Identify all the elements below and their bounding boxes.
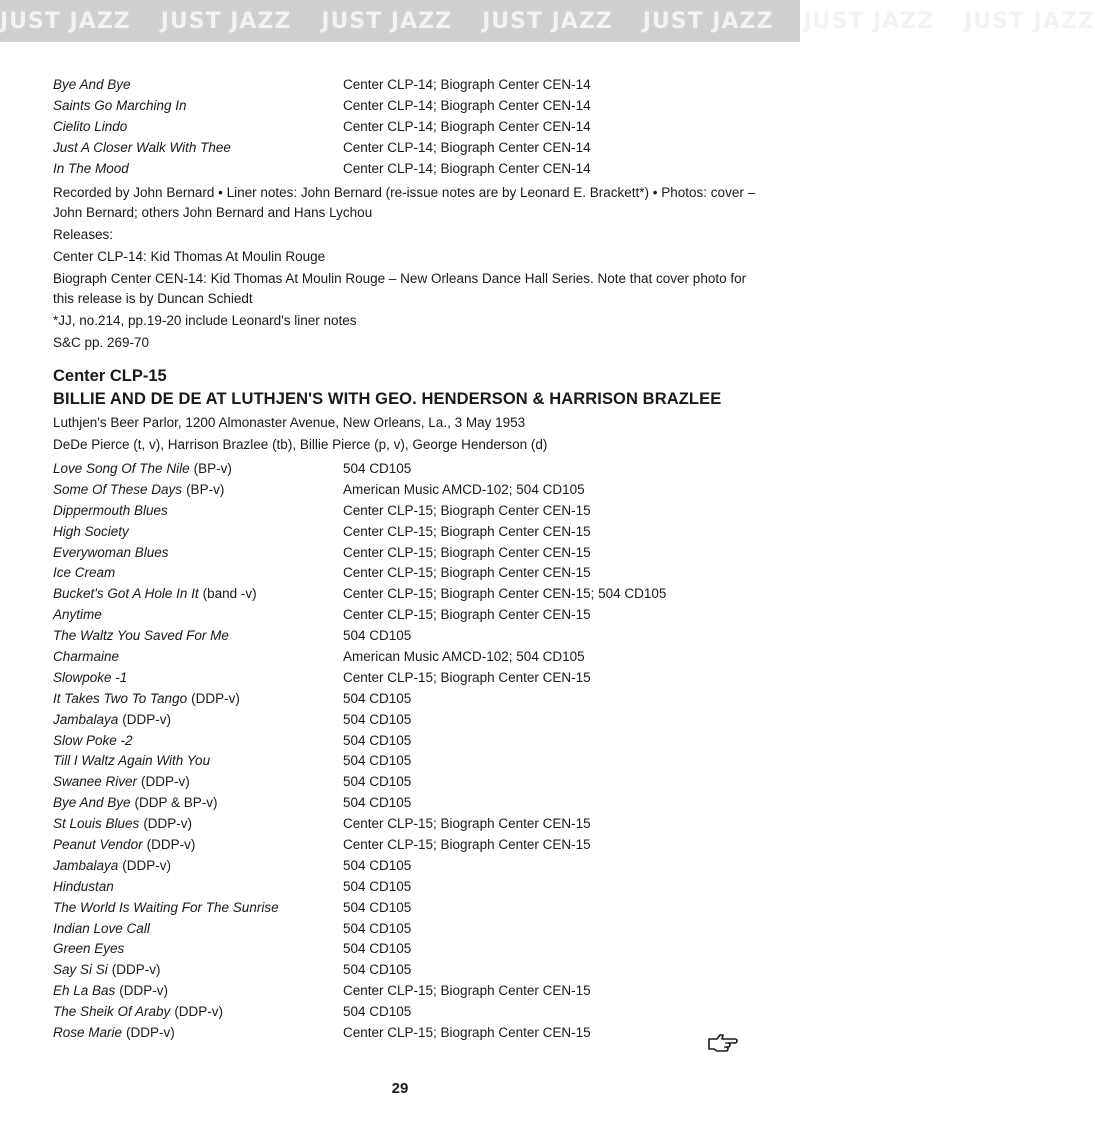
track-title: The Waltz You Saved For Me bbox=[53, 628, 229, 644]
track-title: Slow Poke -2 bbox=[53, 732, 133, 748]
track-title-cell bbox=[53, 919, 343, 940]
catalog-number: Center CLP-15; Biograph Center CEN-15 bbox=[343, 502, 591, 518]
track-row bbox=[53, 856, 765, 877]
catalog-number: 504 CD105 bbox=[343, 941, 412, 957]
catalog-number: Center CLP-15; Biograph Center CEN-15 bbox=[343, 669, 591, 685]
track-title: Hindustan bbox=[53, 878, 114, 894]
track-row bbox=[53, 793, 765, 814]
catalog-number: Center CLP-15; Biograph Center CEN-15 bbox=[343, 607, 591, 623]
track-row bbox=[53, 814, 765, 835]
track-title: Charmaine bbox=[53, 649, 120, 665]
catalog-number: Center CLP-15; Biograph Center CEN-15 bbox=[343, 816, 591, 832]
catalog-number: Center CLP-15; Biograph Center CEN-15 bbox=[343, 1025, 591, 1041]
track-row bbox=[53, 137, 765, 158]
footnote: *JJ, no.214, pp.19-20 include Leonard's liner notes bbox=[53, 313, 357, 328]
track-title-cell bbox=[53, 116, 343, 137]
track-title-cell bbox=[53, 137, 343, 158]
catalog-number: Center CLP-14; Biograph Center CEN-14 bbox=[343, 98, 591, 113]
track-title: Swanee River bbox=[53, 774, 138, 790]
banner-text: JUST JAZZ bbox=[964, 8, 1095, 34]
track-title: High Society bbox=[53, 523, 129, 539]
catalog-number: Center CLP-15; Biograph Center CEN-15 bbox=[343, 544, 591, 560]
track-title: Cielito Lindo bbox=[53, 119, 128, 134]
catalog-number: Center CLP-15; Biograph Center CEN-15 bbox=[343, 565, 591, 581]
vocal-credit: (DDP-v) bbox=[146, 837, 196, 853]
vocal-credit: (DDP-v) bbox=[122, 711, 172, 727]
catalog-number: Center CLP-14; Biograph Center CEN-14 bbox=[343, 119, 591, 134]
track-row bbox=[53, 731, 765, 752]
vocal-credit: (DDP-v) bbox=[126, 1025, 175, 1041]
track-title: Bye And Bye bbox=[53, 77, 131, 92]
reference: S&C pp. 269-70 bbox=[53, 335, 150, 350]
catalog-number: 504 CD105 bbox=[343, 1004, 412, 1020]
catalog-number: 504 CD105 bbox=[343, 962, 412, 978]
track-title: St Louis Blues bbox=[53, 816, 140, 832]
catalog-number: 504 CD105 bbox=[343, 753, 412, 769]
track-row bbox=[53, 877, 765, 898]
track-title-cell bbox=[53, 898, 343, 919]
catalog-number: Center CLP-14; Biograph Center CEN-14 bbox=[343, 77, 591, 92]
track-row bbox=[53, 772, 765, 793]
track-title-cell bbox=[53, 1002, 343, 1023]
catalog-number: Center CLP-15; Biograph Center CEN-15 bbox=[343, 523, 591, 539]
track-row bbox=[53, 95, 765, 116]
banner-text: JUST JAZZ bbox=[0, 8, 131, 34]
track-row bbox=[53, 501, 765, 522]
catalog-number: 504 CD105 bbox=[343, 920, 412, 936]
track-title-cell bbox=[53, 772, 343, 793]
track-title: Bye And Bye bbox=[53, 795, 131, 811]
track-row bbox=[53, 74, 765, 95]
track-title-cell bbox=[53, 856, 343, 877]
track-title-cell bbox=[53, 74, 343, 95]
track-row bbox=[53, 939, 765, 960]
track-title-cell bbox=[53, 605, 343, 626]
banner-text: JUST JAZZ bbox=[321, 8, 453, 34]
track-title-cell bbox=[53, 731, 343, 752]
track-title-cell bbox=[53, 793, 343, 814]
catalog-number: Center CLP-14; Biograph Center CEN-14 bbox=[343, 161, 591, 176]
track-title: Some Of These Days bbox=[53, 481, 183, 497]
track-title: Till I Waltz Again With You bbox=[53, 753, 211, 769]
vocal-credit: (DDP-v) bbox=[111, 962, 161, 978]
track-title: Just A Closer Walk With Thee bbox=[53, 140, 231, 155]
clp14-track-list bbox=[53, 74, 765, 179]
session-venue: Luthjen's Beer Parlor, 1200 Almonaster Avenue, New Orleans, La., 3 May 1953 bbox=[53, 415, 526, 430]
banner-text: JUST JAZZ bbox=[482, 8, 613, 34]
track-title-cell bbox=[53, 584, 343, 605]
main-content bbox=[53, 74, 765, 1044]
section-title: BILLIE AND DE DE AT LUTHJEN'S WITH GEO. HENDERSON & HARRISON BRAZLEE bbox=[53, 390, 722, 408]
track-title: The World Is Waiting For The Sunrise bbox=[53, 899, 279, 915]
track-title: It Takes Two To Tango bbox=[53, 690, 188, 706]
track-title-cell bbox=[53, 1023, 343, 1044]
track-row bbox=[53, 563, 765, 584]
track-title: Dippermouth Blues bbox=[53, 502, 168, 518]
track-title-cell bbox=[53, 751, 343, 772]
track-row bbox=[53, 522, 765, 543]
vocal-credit: (DDP-v) bbox=[174, 1004, 224, 1020]
track-row bbox=[53, 480, 765, 501]
track-title-cell bbox=[53, 522, 343, 543]
catalog-number: American Music AMCD-102; 504 CD105 bbox=[343, 481, 585, 497]
recording-credits: Recorded by John Bernard • Liner notes: John Bernard (re-issue notes are by Leonard E. Brackett*) • Photos: cover – John Bernard; others John Bernard and Hans Lychou bbox=[53, 185, 756, 220]
page-number: 29 bbox=[391, 1080, 409, 1097]
release-entry: Biograph Center CEN-14: Kid Thomas At Moulin Rouge – New Orleans Dance Hall Series. Note that cover photo for this release is by Duncan Schiedt bbox=[53, 271, 747, 306]
catalog-number: 504 CD105 bbox=[343, 732, 412, 748]
pointing-hand-icon bbox=[707, 1032, 739, 1054]
track-title-cell bbox=[53, 960, 343, 981]
track-title: Bucket's Got A Hole In It bbox=[53, 586, 199, 602]
track-row bbox=[53, 751, 765, 772]
track-title-cell bbox=[53, 668, 343, 689]
catalog-number: Center CLP-15; Biograph Center CEN-15 bbox=[343, 983, 591, 999]
catalog-number: American Music AMCD-102; 504 CD105 bbox=[343, 649, 585, 665]
track-title-cell bbox=[53, 939, 343, 960]
vocal-credit: (DDP-v) bbox=[122, 857, 172, 873]
catalog-number: Center CLP-15; Biograph Center CEN-15 bbox=[343, 837, 591, 853]
catalog-number: 504 CD105 bbox=[343, 774, 412, 790]
track-title-cell bbox=[53, 689, 343, 710]
catalog-number: 504 CD105 bbox=[343, 878, 412, 894]
track-row bbox=[53, 584, 765, 605]
track-title-cell bbox=[53, 95, 343, 116]
catalog-number: 504 CD105 bbox=[343, 628, 412, 644]
track-row bbox=[53, 981, 765, 1002]
vocal-credit: (DDP-v) bbox=[141, 774, 190, 790]
track-row bbox=[53, 1002, 765, 1023]
track-row bbox=[53, 158, 765, 179]
track-row bbox=[53, 898, 765, 919]
catalog-number: 504 CD105 bbox=[343, 690, 412, 706]
catalog-number: Center CLP-15; Biograph Center CEN-15; 504 CD105 bbox=[343, 586, 667, 602]
track-title-cell bbox=[53, 647, 343, 668]
track-title-cell bbox=[53, 501, 343, 522]
track-title: Jambalaya bbox=[53, 857, 119, 873]
track-title: Rose Marie bbox=[53, 1025, 123, 1041]
clp15-track-list bbox=[53, 459, 765, 1044]
track-row bbox=[53, 960, 765, 981]
track-title-cell bbox=[53, 543, 343, 564]
catalog-number: 504 CD105 bbox=[343, 857, 412, 873]
catalog-number: 504 CD105 bbox=[343, 711, 412, 727]
track-title: Everywoman Blues bbox=[53, 544, 169, 560]
track-title: Slowpoke -1 bbox=[53, 669, 128, 685]
vocal-credit: (DDP-v) bbox=[191, 690, 240, 706]
banner-text: JUST JAZZ bbox=[160, 8, 292, 34]
track-title-cell bbox=[53, 710, 343, 731]
track-title: Peanut Vendor bbox=[53, 837, 143, 853]
vocal-credit: (DDP-v) bbox=[119, 983, 169, 999]
track-row bbox=[53, 835, 765, 856]
track-title-cell bbox=[53, 835, 343, 856]
track-title-cell bbox=[53, 158, 343, 179]
track-title: The Sheik Of Araby bbox=[53, 1004, 171, 1020]
track-row bbox=[53, 1023, 765, 1044]
track-row bbox=[53, 543, 765, 564]
track-title: Ice Cream bbox=[53, 565, 116, 581]
track-row bbox=[53, 689, 765, 710]
track-title: In The Mood bbox=[53, 161, 129, 176]
track-row bbox=[53, 626, 765, 647]
track-title: Green Eyes bbox=[53, 941, 125, 957]
releases-label: Releases: bbox=[53, 227, 114, 242]
banner-text: JUST JAZZ bbox=[642, 8, 774, 34]
session-personnel: DeDe Pierce (t, v), Harrison Brazlee (tb), Billie Pierce (p, v), George Henderson (d) bbox=[53, 437, 548, 452]
vocal-credit: (DDP & BP-v) bbox=[134, 795, 218, 811]
track-title: Say Si Si bbox=[53, 962, 108, 978]
track-row bbox=[53, 710, 765, 731]
section-code: Center CLP-15 bbox=[53, 367, 167, 385]
release-entry: Center CLP-14: Kid Thomas At Moulin Rouge bbox=[53, 249, 326, 264]
vocal-credit: (BP-v) bbox=[193, 461, 232, 476]
vocal-credit: (DDP-v) bbox=[143, 816, 193, 832]
track-row bbox=[53, 647, 765, 668]
track-title: Indian Love Call bbox=[53, 920, 150, 936]
track-title-cell bbox=[53, 480, 343, 501]
track-title-cell bbox=[53, 981, 343, 1002]
track-title-cell bbox=[53, 877, 343, 898]
track-row bbox=[53, 605, 765, 626]
track-title: Anytime bbox=[53, 607, 102, 623]
catalog-number: Center CLP-14; Biograph Center CEN-14 bbox=[343, 140, 591, 155]
track-title-cell bbox=[53, 626, 343, 647]
track-title: Saints Go Marching In bbox=[53, 98, 187, 113]
track-row bbox=[53, 459, 765, 480]
track-title: Love Song Of The Nile bbox=[53, 461, 190, 476]
track-title-cell bbox=[53, 814, 343, 835]
vocal-credit: (BP-v) bbox=[186, 481, 225, 497]
track-row bbox=[53, 668, 765, 689]
catalog-number: 504 CD105 bbox=[343, 461, 412, 476]
catalog-number: 504 CD105 bbox=[343, 899, 412, 915]
track-row bbox=[53, 116, 765, 137]
banner-text: JUST JAZZ bbox=[803, 8, 935, 34]
catalog-number: 504 CD105 bbox=[343, 795, 412, 811]
vocal-credit: (band -v) bbox=[202, 586, 257, 602]
header-banner bbox=[0, 0, 1095, 42]
track-title: Eh La Bas bbox=[53, 983, 116, 999]
track-title-cell bbox=[53, 459, 343, 480]
track-row bbox=[53, 919, 765, 940]
track-title-cell bbox=[53, 563, 343, 584]
track-title: Jambalaya bbox=[53, 711, 119, 727]
